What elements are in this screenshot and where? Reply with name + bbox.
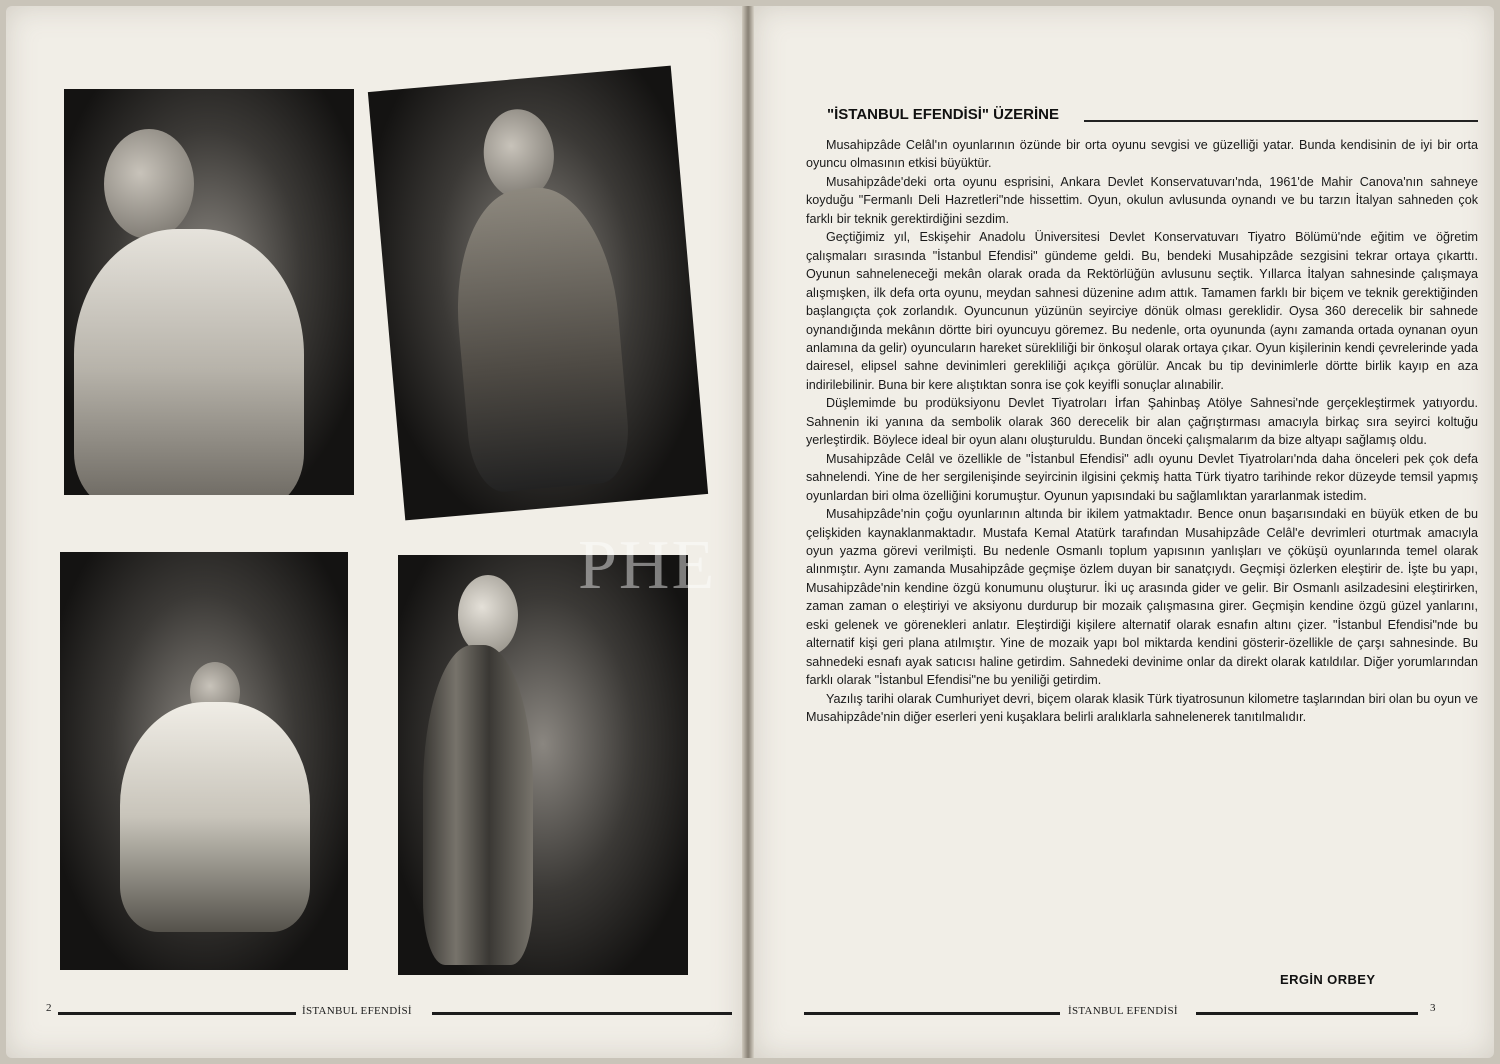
article-paragraph: Yazılış tarihi olarak Cumhuriyet devri, biçem olarak klasik Türk tiyatrosunun kilometre taşlarından biri olan bu oyun ve Musahipzâde'nin diğer eserleri yeni kuşaklara belirli aralıklarla sahnelenerek tanıtılmalıdır. [806, 691, 1478, 725]
article-body [806, 136, 1478, 727]
article-paragraph: Musahipzâde Celâl'ın oyunlarının özünde bir orta oyunu sevgisi ve güzelliği yatar. Bunda kendisinin de iyi bir orta oyuncu olmasının etkisi büyüktür. [806, 138, 1478, 171]
right-footer-rule-1 [804, 1012, 1060, 1015]
left-page-number: 2 [46, 1002, 52, 1014]
article-title: "İSTANBUL EFENDİSİ" ÜZERİNE [827, 106, 1060, 123]
book-gutter [742, 6, 754, 1058]
article-paragraph: Geçtiğimiz yıl, Eskişehir Anadolu Üniversitesi Devlet Konservatuvarı Tiyatro Bölümü'nde eğitim ve öğretim çalışmaları sırasında "İstanbul Efendisi" gündeme geldi. Bu, bendeki Musahipzâde sezgisini tekrar ortaya çıkarttı. Oyunun sahneleneceği mekân olarak orada da Rektörlüğün avlusunu seçtik. Yıllarca İtalyan sahnesinde çalışmaya alışmışken, ilk defa orta oyunu, meydan sahnesi düzenine adım attık. Tamamen farklı bir biçem ve teknik gerektiğinden başlangıçta çok zorlandık. Oyuncunun yüzünün seyirciye dönük olması gereklidir. Oysa 360 derecelik bir sahnede oynandığında mekânın dörtte biri oyuncuyu göremez. Bu nedenle, orta oyununda (aynı zamanda ortada oynanan oyun anlamına da gelir) oyuncuların hareket sürekliliği bir önkoşul olarak ortaya çıkar. Oyun kişilerinin kendi çevrelerinde yada dairesel, elipsel sahne devinimleri gerekliliği açıkça görülür. Ancak bu tip devinimlerle dörtte birlik kayıp en aza indirilebilinir. Buna bir kere alıştıktan sonra ise çok keyifli sonuçlar alınabilir. [806, 230, 1478, 392]
article-paragraph: Düşlemimde bu prodüksiyonu Devlet Tiyatroları İrfan Şahinbaş Atölye Sahnesi'nde gerçekleştirmek yatıyordu. Sahnenin iki yanına da sembolik olarak 360 derecelik bir alan çağrıştırması amacıyla birkaç sıra seyirci koltuğu yerleştirdik. Böylece ideal bir oyun alanı oluşturuldu. Bundan önceki çalışmalarım da bize altyapı sağlamış oldu. [806, 396, 1478, 448]
photo-actor-reading-book [368, 66, 708, 521]
left-footer-rule-1 [58, 1012, 296, 1015]
left-footer-title: İSTANBUL EFENDİSİ [302, 1005, 412, 1017]
photo-actress-in-veil [64, 89, 354, 495]
article-paragraph: Musahipzâde Celâl ve özellikle de "İstanbul Efendisi" adlı oyunu Devlet Tiyatroları'nda daha önceleri pek çok defa sahnelendi. Yine de her sergilenişinde seyircinin ilgisini çekmiş hatta Türk tiyatro tarihinde rekor düzeyde temsil yapmış oyunlardan biri olma özelliğini korumuştur. Oyunun yapısındaki bu sağlamlıktan yararlanmak istedim. [806, 451, 1478, 503]
photo-actor-dancing-in-robe [60, 552, 348, 970]
right-footer-rule-2 [1196, 1012, 1418, 1015]
right-page-number: 3 [1430, 1002, 1436, 1014]
article-paragraph: Musahipzâde'deki orta oyunu esprisini, Ankara Devlet Konservatuvarı'nda, 1961'de Mahir Canova'nın sahneye koyduğu "Fermanlı Deli Hazretleri"nde hissettim. Oyun, okulun avlusunda oynandı ve bu tarzın İtalyan sahneden çok farklı bir teknik gerektirdiğini sezdim. [806, 174, 1478, 226]
author-name: ERGİN ORBEY [1280, 972, 1376, 987]
right-footer-title: İSTANBUL EFENDİSİ [1068, 1005, 1178, 1017]
left-footer-rule-2 [432, 1012, 732, 1015]
photo-actor-in-turban [398, 555, 688, 975]
article-paragraph: Musahipzâde'nin çoğu oyunlarının altında bir ikilem yatmaktadır. Bence onun başarısındaki en büyük etken de bu çelişkiden kaynaklanmaktadır. Mustafa Kemal Atatürk tarafından Musahipzâde Celâl'e devrimleri oturtmak amacıyla oyun yazma görevi verilmişti. Bu nedenle Osmanlı toplum yapısının yanlışları ve çöküşü oyunlarında temel olarak alınmıştır. Aynı zamanda Musahipzâde geçmişe özlem duyan bir sanatçıydı. Geçmişi özlerken eleştirir de. İşte bu yapı, Musahipzâde'nin kendine özgü konumunu oluşturur. İki uç arasında gider ve gelir. Bir Osmanlı asilzadesini eleştirirken, zaman zaman o eleştiriyi ve aksiyonu durdurup bir mozaik çalışmasına girer. Geçmişin kendine özgü güzel yanlarını, eski gelenek ve görenekleri anlatır. Eleştirdiği kişilere alternatif olarak esnafın altını çizer. "İstanbul Efendisi"nde bu alternatif kişi geri plana atılmıştır. Yine de mozaik yapı bol miktarda kendini gösterir-özellikle de çarşı sahnesinde. Bu sahnedeki esnafı ayak satıcısı haline getirdim. Sahnedeki devinime onlar da direkt olarak katıldılar. Diğer yorumlarından farklı olarak "İstanbul Efendisi"ne bu yeniliği getirdim. [806, 507, 1478, 688]
title-rule [1084, 120, 1478, 122]
watermark: PHE [578, 527, 717, 604]
